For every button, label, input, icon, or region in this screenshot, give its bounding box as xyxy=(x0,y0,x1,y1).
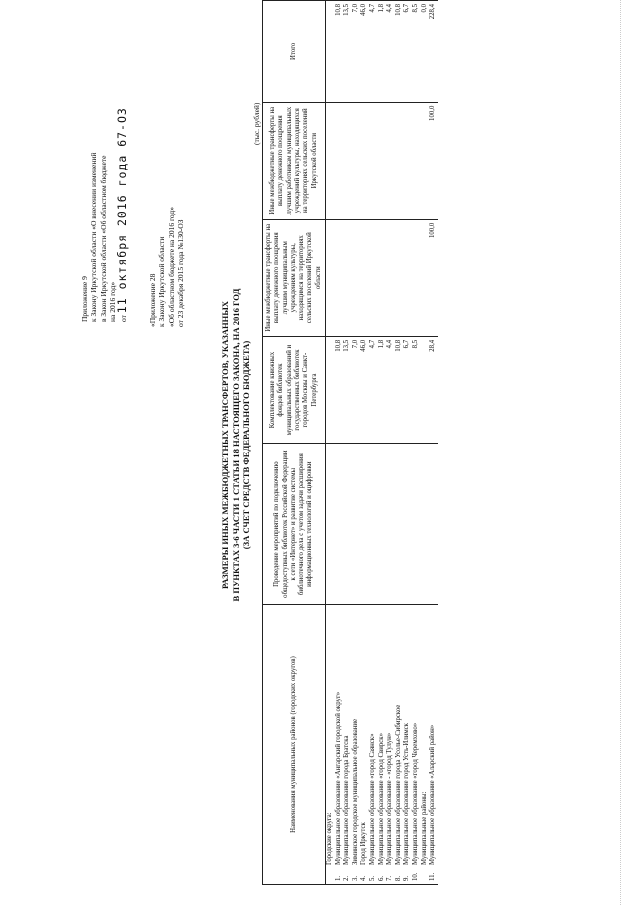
cell-c1 xyxy=(335,444,344,605)
table-row xyxy=(421,1,430,885)
header-total: Итого xyxy=(263,1,326,103)
title-line: В ПУНКТАХ 3-6 ЧАСТИ 1 СТАТЬИ 18 НАСТОЯЩЕГО ЗАКОНА, НА 2016 ГОД xyxy=(230,288,241,602)
cell-c4 xyxy=(412,102,421,219)
cell-total: 10,8 xyxy=(335,1,344,103)
table-row xyxy=(360,1,369,885)
cell-total: 7,0 xyxy=(352,1,361,103)
cell-total: 8,5 xyxy=(412,1,421,103)
cell-c4 xyxy=(360,102,369,219)
row-name: Городские округа: xyxy=(326,812,334,865)
cell-c4 xyxy=(403,102,412,219)
cell-c1 xyxy=(421,444,430,605)
cell-c3 xyxy=(395,219,404,336)
cell-c2: 10,8 xyxy=(335,336,344,443)
cell-c2: 6,7 xyxy=(403,336,412,443)
row-index: 7. xyxy=(386,875,394,881)
row-name: Муниципальное образование «город Саянск» xyxy=(369,733,377,865)
cell-c2: 7,0 xyxy=(352,336,361,443)
appendix2-line: от 23 декабря 2015 года №130-ОЗ xyxy=(176,219,186,327)
cell-c3 xyxy=(360,219,369,336)
row-name: Муниципальное образование «город Свирск» xyxy=(377,733,385,865)
row-name: Зиминское городское муниципальное образование xyxy=(351,718,359,865)
row-name-cell xyxy=(421,605,430,885)
cell-c3: 100,0 xyxy=(429,219,438,336)
cell-total: 46,0 xyxy=(360,1,369,103)
cell-c1 xyxy=(412,444,421,605)
table-row xyxy=(326,1,335,885)
cell-c3 xyxy=(326,219,335,336)
cell-c4 xyxy=(343,102,352,219)
cell-total: 10,8 xyxy=(395,1,404,103)
cell-c3 xyxy=(412,219,421,336)
row-name: Муниципальное образование города Усолье-Сибирское xyxy=(394,704,402,865)
cell-c1 xyxy=(326,444,335,605)
handwritten-date: 11 октября 2016 года 67-ОЗ xyxy=(114,107,129,314)
cell-total: 13,5 xyxy=(343,1,352,103)
row-name-cell xyxy=(326,605,335,885)
appendix2-line: «Об областном бюджете на 2016 год» xyxy=(166,207,176,327)
appendix2-line: к Закону Иркутской области xyxy=(157,236,167,327)
cell-c4 xyxy=(421,102,430,219)
document-title xyxy=(220,255,252,635)
appendix-block xyxy=(80,107,128,322)
table-row xyxy=(369,1,378,885)
row-name-cell xyxy=(343,605,352,885)
row-index: 9. xyxy=(403,875,411,881)
cell-c3 xyxy=(352,219,361,336)
header-name: Наименования муниципальных районов (городских округов) xyxy=(263,605,326,885)
cell-c2: 13,5 xyxy=(343,336,352,443)
date-prefix: от xyxy=(118,315,128,322)
table-row xyxy=(378,1,387,885)
cell-c4 xyxy=(386,102,395,219)
cell-c2 xyxy=(421,336,430,443)
transfers-table xyxy=(262,0,438,885)
appendix2-line: «Приложение 28 xyxy=(148,273,157,327)
appendix-line: в Закон Иркутской области «Об областном бюджете xyxy=(98,155,108,322)
cell-c2: 28,4 xyxy=(429,336,438,443)
header-workers: Иные межбюджетные трансферты на выплату денежного поощрения лучшим работникам муниципальных учреждений культуры, находящихся на территориях сельских поселений Иркутской области xyxy=(263,102,326,219)
cell-c3 xyxy=(378,219,387,336)
appendix-line: Приложение 9 xyxy=(80,276,89,322)
table-row xyxy=(403,1,412,885)
title-line: РАЗМЕРЫ ИНЫХ МЕЖБЮДЖЕТНЫХ ТРАНСФЕРТОВ, УКАЗАННЫХ xyxy=(220,301,230,589)
cell-c4 xyxy=(369,102,378,219)
row-name-cell xyxy=(378,605,387,885)
cell-total: 4,7 xyxy=(369,1,378,103)
cell-c2: 8,5 xyxy=(412,336,421,443)
row-name: Муниципальные районы: xyxy=(420,791,428,865)
cell-c3 xyxy=(369,219,378,336)
row-index: 1. xyxy=(334,875,342,881)
row-index: 11. xyxy=(429,872,437,881)
row-name: Муниципальное образование «Ангарский городской округ» xyxy=(334,691,342,865)
header-book-funds: Комплектование книжных фондов библиотек муниципальных образований и государственных библиотек городов Москвы и Санкт-Петербурга xyxy=(263,336,326,443)
table-row xyxy=(429,1,438,885)
cell-c1 xyxy=(429,444,438,605)
table-row xyxy=(343,1,352,885)
cell-c2: 1,8 xyxy=(378,336,387,443)
row-name: Муниципальное образование город Усть-Илимск xyxy=(403,723,411,865)
cell-c2: 10,8 xyxy=(395,336,404,443)
row-name-cell xyxy=(360,605,369,885)
cell-c1 xyxy=(343,444,352,605)
cell-c2: 4,4 xyxy=(386,336,395,443)
cell-c4 xyxy=(395,102,404,219)
table-row xyxy=(335,1,344,885)
table-header-row xyxy=(263,1,326,885)
row-index: 8. xyxy=(394,875,402,881)
cell-c3 xyxy=(403,219,412,336)
cell-c4: 100,0 xyxy=(429,102,438,219)
cell-c3 xyxy=(335,219,344,336)
row-index: 2. xyxy=(343,875,351,881)
row-name-cell xyxy=(403,605,412,885)
row-name-cell xyxy=(429,605,438,885)
cell-c2: 46,0 xyxy=(360,336,369,443)
row-index: 4. xyxy=(360,875,368,881)
row-name-cell xyxy=(352,605,361,885)
cell-c3 xyxy=(343,219,352,336)
cell-total: 4,4 xyxy=(386,1,395,103)
appendix2-block xyxy=(148,207,186,327)
cell-total: 6,7 xyxy=(403,1,412,103)
row-name: Город Иркутск xyxy=(360,822,368,865)
row-index: 3. xyxy=(351,875,359,881)
cell-c1 xyxy=(360,444,369,605)
cell-c1 xyxy=(378,444,387,605)
cell-c4 xyxy=(326,102,335,219)
table-row xyxy=(386,1,395,885)
row-index: 10. xyxy=(412,872,420,881)
table-row xyxy=(352,1,361,885)
table-row xyxy=(395,1,404,885)
table-row xyxy=(412,1,421,885)
cell-c1 xyxy=(352,444,361,605)
cell-c1 xyxy=(369,444,378,605)
row-index: 6. xyxy=(377,875,385,881)
cell-c4 xyxy=(378,102,387,219)
row-name: Муниципальное образование города Братска xyxy=(343,735,351,865)
date-line xyxy=(114,107,129,322)
cell-total: 228,4 xyxy=(429,1,438,103)
row-index: 5. xyxy=(369,875,377,881)
row-name-cell xyxy=(412,605,421,885)
cell-c1 xyxy=(403,444,412,605)
cell-c2: 4,7 xyxy=(369,336,378,443)
cell-total: 1,8 xyxy=(378,1,387,103)
units-label: (тыс. рублей) xyxy=(252,102,261,145)
row-name: Муниципальное образование - «город Тулун» xyxy=(386,732,394,865)
cell-c3 xyxy=(421,219,430,336)
row-name-cell xyxy=(335,605,344,885)
cell-c3 xyxy=(386,219,395,336)
cell-total: 0,0 xyxy=(421,1,430,103)
row-name: Муниципальное образование «Аларский район» xyxy=(429,724,437,865)
row-name: Муниципальное образование «город Черемхово» xyxy=(412,722,420,865)
appendix-line: к Закону Иркутской области «О внесении изменений xyxy=(89,152,99,322)
cell-c4 xyxy=(335,102,344,219)
row-name-cell xyxy=(386,605,395,885)
cell-c1 xyxy=(395,444,404,605)
header-internet: Проведение мероприятий по подключению общедоступных библиотек Российской Федерации к сети «Интернет» и развитие системы библиотечного дела с учетом задачи расширения информационных технологий и оцифровки xyxy=(263,444,326,605)
row-name-cell xyxy=(395,605,404,885)
title-line: (ЗА СЧЕТ СРЕДСТВ ФЕДЕРАЛЬНОГО БЮДЖЕТА) xyxy=(241,340,252,550)
cell-total xyxy=(326,1,335,103)
row-name-cell xyxy=(369,605,378,885)
cell-c4 xyxy=(352,102,361,219)
cell-c2 xyxy=(326,336,335,443)
appendix-line: на 2016 год» xyxy=(108,281,118,322)
header-institutions: Иные межбюджетные трансферты на выплату денежного поощрения лучшим муниципальным учреждениям культуры, находящимся на территориях сельских поселений Иркутской области xyxy=(263,219,326,336)
cell-c1 xyxy=(386,444,395,605)
